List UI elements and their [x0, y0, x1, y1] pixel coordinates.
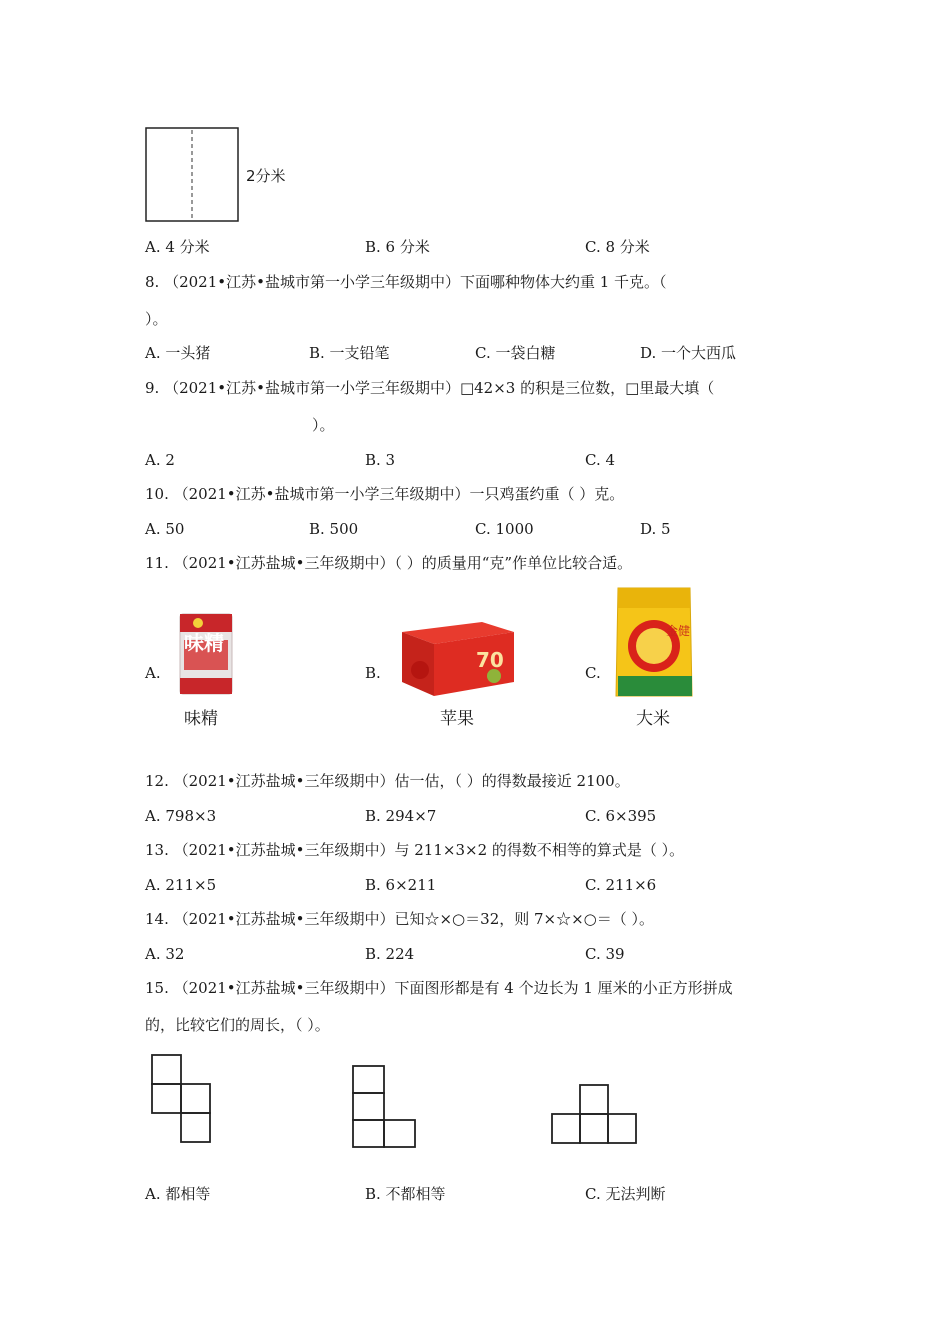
q12-option-c[interactable]: C. 6×395: [585, 807, 657, 825]
q8-option-c[interactable]: C. 一袋白糖: [475, 344, 556, 362]
q12-option-b[interactable]: B. 294×7: [365, 807, 437, 825]
q7-option-a[interactable]: A. 4 分米: [145, 238, 210, 256]
q13-option-a[interactable]: A. 211×5: [145, 876, 217, 894]
q11-option-c-caption: 大米: [636, 709, 670, 729]
q15-option-b[interactable]: B. 不都相等: [365, 1185, 446, 1203]
q11-option-a-caption: 味精: [184, 709, 218, 729]
q7-option-b[interactable]: B. 6 分米: [365, 238, 430, 256]
q12-question: 12. （2021•江苏盐城•三年级期中）估一估，（ ）的得数最接近 2100。: [145, 772, 630, 790]
q8-option-b[interactable]: B. 一支铅笔: [309, 344, 390, 362]
q15-option-a[interactable]: A. 都相等: [145, 1185, 211, 1203]
q9-option-a[interactable]: A. 2: [145, 451, 175, 469]
q8-question-line2: ）。: [145, 310, 168, 328]
rice-bag-image: [612, 584, 696, 702]
msg-package-text: 味精: [184, 631, 224, 655]
q11-question: 11. （2021•江苏盐城•三年级期中）（ ）的质量用“克”作单位比较合适。: [145, 554, 633, 572]
q15-shape-c: [0, 0, 1, 1]
q10-option-a[interactable]: A. 50: [145, 520, 185, 538]
q10-option-c[interactable]: C. 1000: [475, 520, 534, 538]
figure-dimension-label: 2分米: [246, 167, 286, 185]
q8-question-line1: 8. （2021•江苏•盐城市第一小学三年级期中）下面哪种物体大约重 1 千克。（: [145, 273, 667, 291]
q11-option-b-letter[interactable]: B.: [365, 664, 381, 682]
apple-box-text: 70: [476, 648, 504, 672]
q11-option-c-letter[interactable]: C.: [585, 664, 601, 682]
rice-bag-text: 金健: [666, 624, 691, 638]
q8-option-d[interactable]: D. 一个大西瓜: [640, 344, 737, 362]
q8-option-a[interactable]: A. 一头猪: [145, 344, 211, 362]
q11-option-a-letter[interactable]: A.: [145, 664, 161, 682]
q10-option-d[interactable]: D. 5: [640, 520, 671, 538]
q14-option-b[interactable]: B. 224: [365, 945, 415, 963]
q9-option-c[interactable]: C. 4: [585, 451, 616, 469]
q12-option-a[interactable]: A. 798×3: [145, 807, 217, 825]
q14-option-c[interactable]: C. 39: [585, 945, 625, 963]
q9-question-line1: 9. （2021•江苏•盐城市第一小学三年级期中）□42×3 的积是三位数，□里最大填（: [145, 379, 715, 397]
q15-question-line1: 15. （2021•江苏盐城•三年级期中）下面图形都是有 4 个边长为 1 厘米的小正方形拼成: [145, 979, 733, 997]
q13-option-c[interactable]: C. 211×6: [585, 876, 657, 894]
q9-option-b[interactable]: B. 3: [365, 451, 396, 469]
q10-question: 10. （2021•江苏•盐城市第一小学三年级期中）一只鸡蛋约重（ ）克。: [145, 485, 625, 503]
q15-question-line2: 的，比较它们的周长，（ ）。: [145, 1016, 330, 1034]
q14-option-a[interactable]: A. 32: [145, 945, 185, 963]
q15-option-c[interactable]: C. 无法判断: [585, 1185, 666, 1203]
q7-option-c[interactable]: C. 8 分米: [585, 238, 650, 256]
q9-question-line2: ）。: [312, 416, 335, 434]
q14-question: 14. （2021•江苏盐城•三年级期中）已知☆×○＝32，则 7×☆×○＝（ ）。: [145, 910, 655, 928]
q13-question: 13. （2021•江苏盐城•三年级期中）与 211×3×2 的得数不相等的算式是（ ）。: [145, 841, 685, 859]
q11-option-b-caption: 苹果: [440, 709, 474, 729]
q10-option-b[interactable]: B. 500: [309, 520, 359, 538]
q13-option-b[interactable]: B. 6×211: [365, 876, 437, 894]
